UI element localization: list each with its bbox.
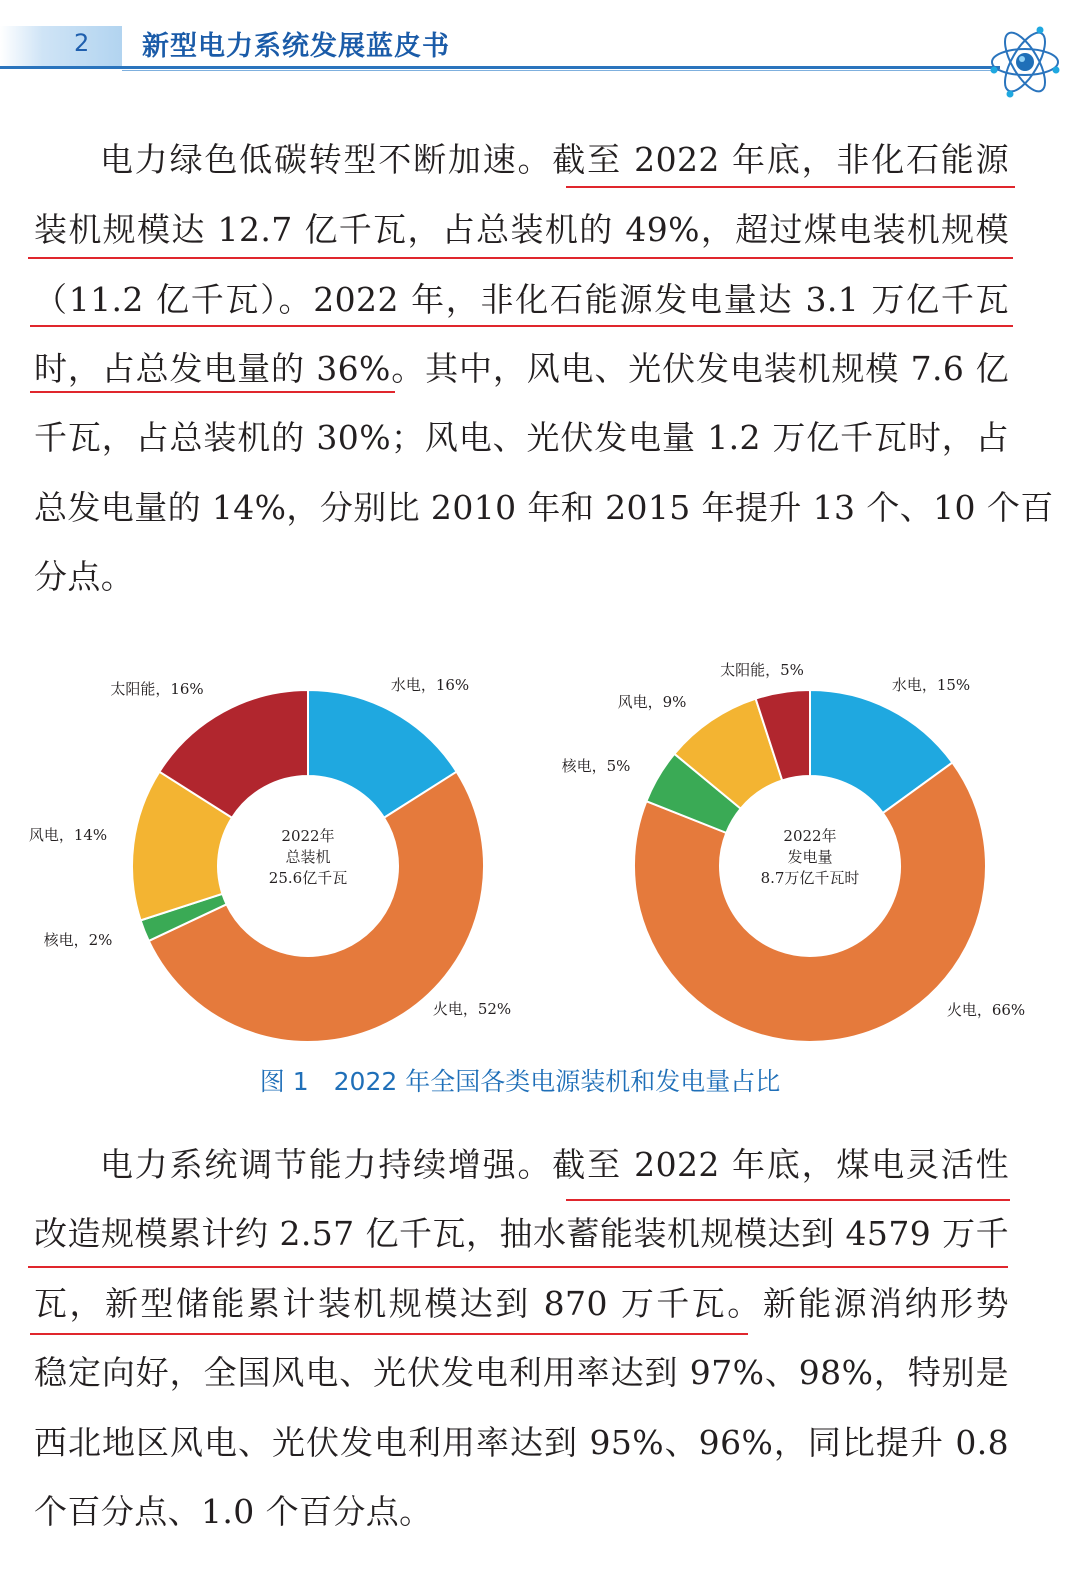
slice-label: 火电，52%	[432, 1000, 512, 1018]
slice-label: 水电，15%	[891, 676, 971, 694]
donut-center-label: 2022年	[281, 827, 335, 845]
figure-caption: 图 1 2022 年全国各类电源装机和发电量占比	[259, 1067, 781, 1096]
slice-label: 水电，16%	[390, 676, 470, 694]
underline-mark	[30, 391, 395, 393]
donut-charts-svg	[0, 640, 1080, 1110]
donut-center-label: 2022年	[783, 827, 837, 845]
donut-center-label: 总装机	[285, 848, 331, 866]
page-header	[0, 0, 1080, 110]
underline-mark	[566, 1199, 1010, 1201]
slice-label: 风电，9%	[617, 693, 687, 711]
page-number-tab	[0, 26, 122, 66]
underline-mark	[30, 1333, 748, 1335]
text-line: 西北地区风电、光伏发电利用率达到 95%、96%，同比提升 0.8	[34, 1423, 1009, 1462]
text-line: 分点。	[34, 557, 135, 596]
text-line: 电力系统调节能力持续增强。截至 2022 年底，煤电灵活性	[100, 1145, 1009, 1184]
header-rule-thin	[122, 70, 1000, 71]
header-rule	[0, 66, 1000, 69]
figure-donut-charts	[0, 640, 1080, 1110]
underline-mark	[566, 186, 1015, 188]
page-number: 2	[74, 29, 90, 57]
text-line: （11.2 亿千瓦）。2022 年，非化石能源发电量达 3.1 万亿千瓦	[34, 280, 1009, 319]
slice-label: 核电，5%	[561, 757, 631, 775]
slice-label: 太阳能，16%	[110, 680, 204, 698]
text-line: 总发电量的 14%，分别比 2010 年和 2015 年提升 13 个、10 个百	[34, 488, 1054, 527]
donut-center-label: 8.7万亿千瓦时	[760, 869, 860, 887]
text-line: 电力绿色低碳转型不断加速。截至 2022 年底，非化石能源	[100, 140, 1009, 179]
donut-center-label: 25.6亿千瓦	[268, 869, 348, 887]
slice-label: 核电，2%	[43, 931, 113, 949]
underline-mark	[28, 1266, 1008, 1268]
text-line: 稳定向好，全国风电、光伏发电利用率达到 97%、98%，特别是	[34, 1353, 1009, 1392]
underline-mark	[30, 325, 1013, 327]
text-line: 千瓦，占总装机的 30%；风电、光伏发电量 1.2 万亿千瓦时，占	[34, 418, 1009, 457]
slice-label: 风电，14%	[28, 826, 108, 844]
atom-icon	[988, 22, 1062, 102]
text-line: 个百分点、1.0 个百分点。	[34, 1492, 433, 1531]
text-line: 改造规模累计约 2.57 亿千瓦，抽水蓄能装机规模达到 4579 万千	[34, 1214, 1009, 1253]
book-title: 新型电力系统发展蓝皮书	[142, 31, 450, 62]
text-line: 装机规模达 12.7 亿千瓦，占总装机的 49%，超过煤电装机规模	[34, 210, 1009, 249]
text-line: 时，占总发电量的 36%。其中，风电、光伏发电装机规模 7.6 亿	[34, 349, 1009, 388]
slice-label: 太阳能，5%	[720, 661, 804, 679]
text-line: 瓦，新型储能累计装机规模达到 870 万千瓦。新能源消纳形势	[34, 1284, 1009, 1323]
donut-center-label: 发电量	[787, 848, 833, 866]
underline-mark	[28, 257, 1013, 259]
slice-label: 火电，66%	[946, 1001, 1026, 1019]
